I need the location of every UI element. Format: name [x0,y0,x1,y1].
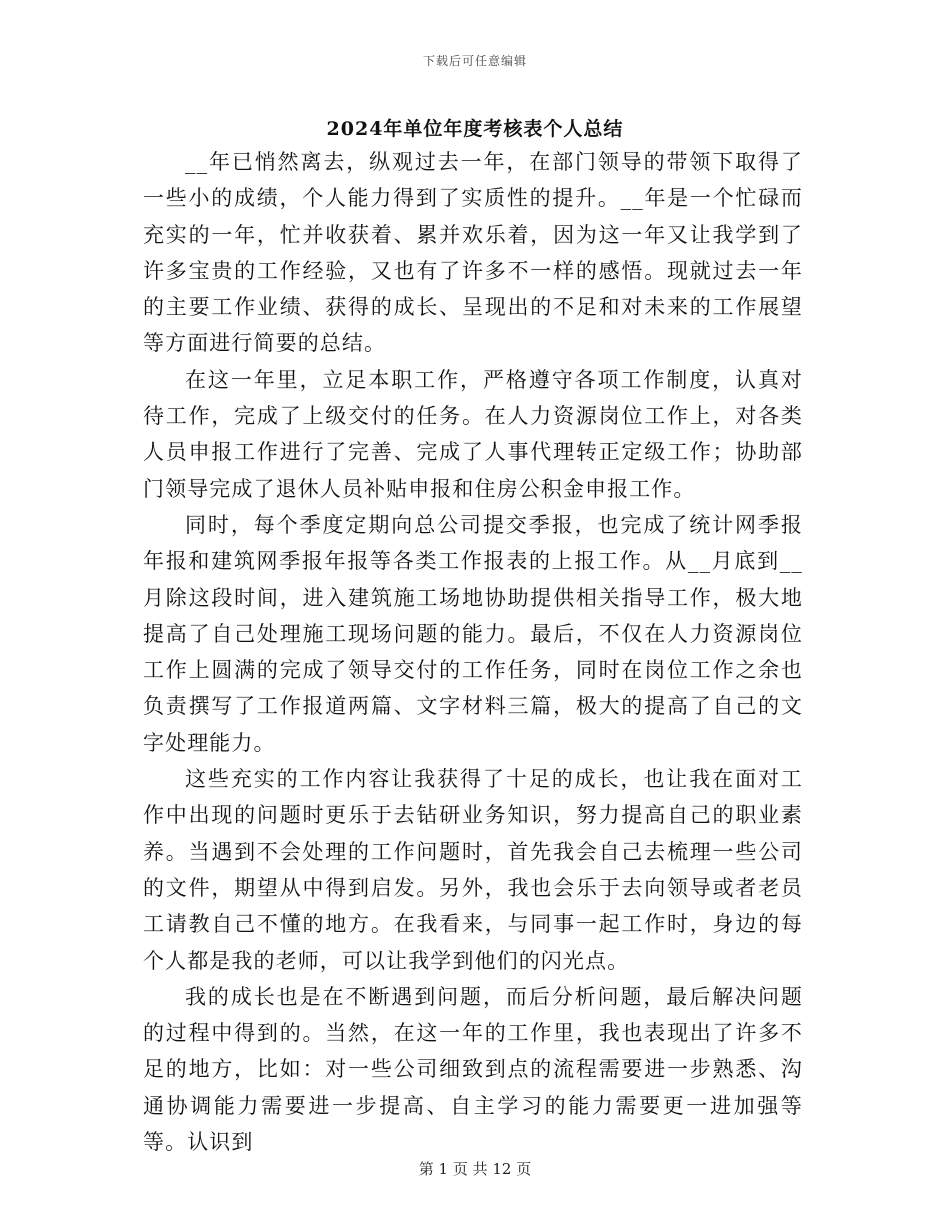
paragraph-duties: 在这一年里，立足本职工作，严格遵守各项工作制度，认真对待工作，完成了上级交付的任务。在人力资源岗位工作上，对各类人员申报工作进行了完善、完成了人事代理转正定级工作；协助部门领导完成了退休人员补贴申报和住房公积金申报工作。 [143,367,803,501]
page-number: 第 1 页 共 12 页 [418,1160,532,1178]
page-header-note: 下载后可任意编辑 [422,54,527,68]
paragraph-intro: __年已悄然离去，纵观过去一年，在部门领导的带领下取得了一些小的成绩，个人能力得到了实质性的提升。__年是一个忙碌而充实的一年，忙并收获着、累并欢乐着，因为这一年又让我学到了许多宝贵的工作经验，又也有了许多不一样的感悟。现就过去一年的主要工作业绩、获得的成长、呈现出的不足和对未来的工作展望等方面进行简要的总结。 [143,150,803,356]
paragraph-growth: 这些充实的工作内容让我获得了十足的成长，也让我在面对工作中出现的问题时更乐于去钻研业务知识，努力提高自己的职业素养。当遇到不会处理的工作问题时，首先我会自己去梳理一些公司的文件，期望从中得到启发。另外，我也会乐于去向领导或者老员工请教自己不懂的地方。在我看来，与同事一起工作时，身边的每个人都是我的老师，可以让我学到他们的闪光点。 [143,767,803,973]
document-title: 2024年单位年度考核表个人总结 [326,118,624,140]
document-body [143,144,803,1160]
paragraph-shortcomings: 我的成长也是在不断遇到问题，而后分析问题，最后解决问题的过程中得到的。当然，在这一年的工作里，我也表现出了许多不足的地方，比如：对一些公司细致到点的流程需要进一步熟悉、沟通协调能力需要进一步提高、自主学习的能力需要更一进加强等等。认识到 [143,984,803,1155]
paragraph-reports: 同时，每个季度定期向总公司提交季报，也完成了统计网季报年报和建筑网季报年报等各类工作报表的上报工作。从__月底到__月除这段时间，进入建筑施工场地协助提供相关指导工作，极大地提高了自己处理施工现场问题的能力。最后，不仅在人力资源岗位工作上圆满的完成了领导交付的工作任务，同时在岗位工作之余也负责撰写了工作报道两篇、文字材料三篇，极大的提高了自己的文字处理能力。 [143,512,803,755]
